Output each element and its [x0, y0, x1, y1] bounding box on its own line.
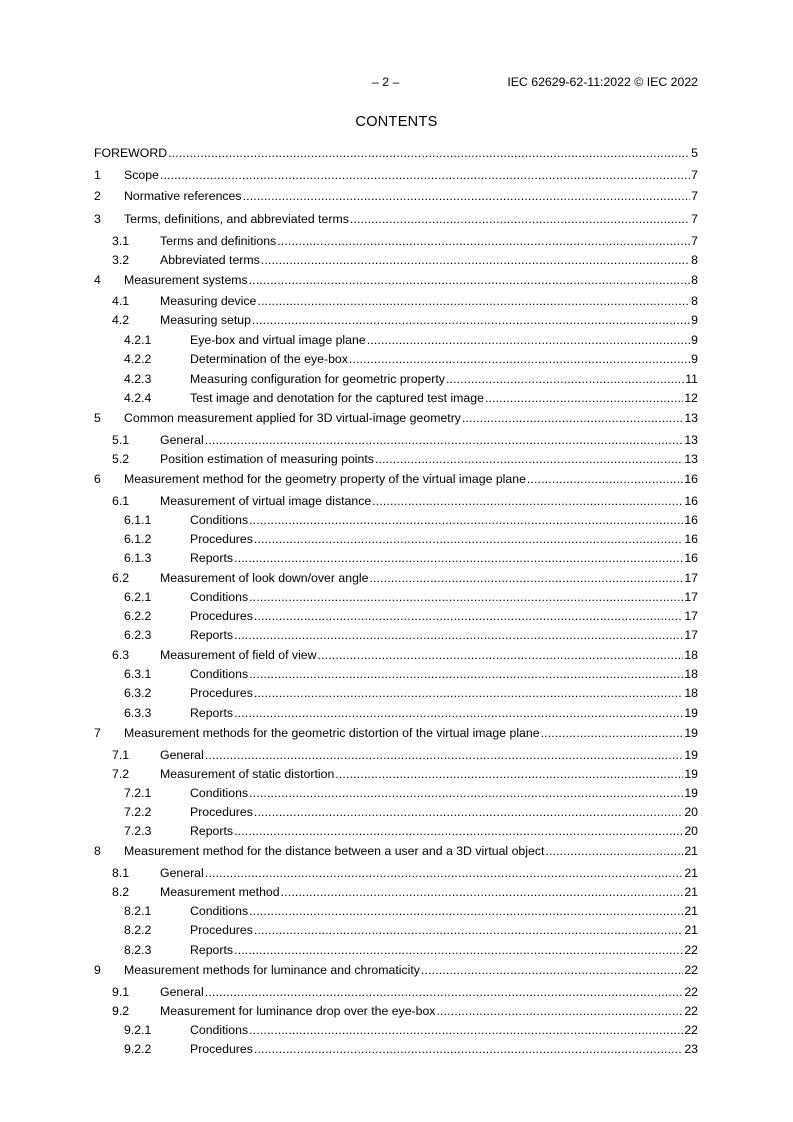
toc-entry-title[interactable]: Conditions — [190, 667, 249, 681]
toc-entry-number: 8.2.1 — [124, 904, 152, 918]
dot-leader — [375, 451, 683, 467]
toc-entry-number: 8.2.3 — [124, 943, 152, 957]
toc-entry-number: 3.1 — [112, 234, 130, 248]
dot-leader — [349, 351, 690, 367]
toc-entry-title[interactable]: Reports — [190, 628, 234, 642]
toc-entry-number: 9.1 — [112, 985, 130, 999]
toc-entry-number: 5.1 — [112, 433, 130, 447]
toc-entry-title[interactable]: Conditions — [190, 513, 249, 527]
toc-entry-page[interactable]: 9 — [691, 352, 698, 366]
dot-leader — [249, 903, 683, 919]
toc-entry[interactable] — [124, 332, 698, 348]
toc-entry-page[interactable]: 17 — [684, 628, 698, 642]
toc-entry-number: 1 — [94, 168, 101, 182]
toc-entry[interactable] — [124, 922, 698, 938]
document-reference: IEC 62629-62-11:2022 © IEC 2022 — [507, 75, 698, 89]
toc-entry-page[interactable]: 21 — [684, 844, 698, 858]
toc-entry-title[interactable]: Conditions — [190, 904, 249, 918]
dot-leader — [350, 211, 690, 227]
dot-leader — [249, 785, 683, 801]
dot-leader — [205, 432, 684, 448]
toc-entry[interactable] — [112, 647, 698, 663]
toc-entry-number: 4.2.3 — [124, 372, 152, 386]
toc-entry-page[interactable]: 16 — [684, 532, 698, 546]
dot-leader — [249, 1022, 683, 1038]
toc-entry[interactable] — [124, 531, 698, 547]
toc-entry-number: 4.2.1 — [124, 333, 152, 347]
toc-entry-title[interactable]: Measurement of look down/over angle — [160, 571, 369, 585]
toc-entry[interactable] — [94, 188, 698, 204]
dot-leader — [205, 984, 684, 1000]
toc-entry[interactable] — [112, 312, 698, 328]
dot-leader — [335, 766, 683, 782]
toc-entry-number: 8 — [94, 844, 101, 858]
toc-entry-number: 4.2.2 — [124, 352, 152, 366]
dot-leader — [541, 725, 684, 741]
toc-entry-page[interactable]: 19 — [684, 767, 698, 781]
toc-entry-number: 7.2 — [112, 767, 130, 781]
toc-entry-page[interactable]: 23 — [684, 1042, 698, 1056]
toc-entry-title[interactable]: Conditions — [190, 786, 249, 800]
dot-leader — [205, 747, 684, 763]
toc-entry[interactable] — [124, 942, 698, 958]
toc-entry-title[interactable]: Test image and denotation for the captured test image — [190, 391, 484, 405]
toc-entry-page[interactable]: 22 — [684, 1004, 698, 1018]
toc-entry-number: 6.2.3 — [124, 628, 152, 642]
toc-entry-number: 6.2 — [112, 571, 130, 585]
toc-entry-title[interactable]: Reports — [190, 943, 234, 957]
toc-entry-page[interactable]: 22 — [684, 985, 698, 999]
toc-entry-page[interactable]: 7 — [691, 212, 698, 226]
toc-entry-title[interactable]: Terms, definitions, and abbreviated terms — [124, 212, 349, 226]
toc-entry[interactable] — [124, 685, 698, 701]
dot-leader — [249, 589, 683, 605]
toc-entry[interactable] — [124, 550, 698, 566]
toc-entry-page[interactable]: 20 — [684, 805, 698, 819]
toc-entry-page[interactable]: 21 — [684, 885, 698, 899]
toc-entry-page[interactable]: 12 — [684, 391, 698, 405]
toc-entry-title[interactable]: Measurement of virtual image distance — [160, 494, 372, 508]
dot-leader — [545, 843, 683, 859]
toc-entry-number: 6.1 — [112, 494, 130, 508]
toc-entry[interactable] — [112, 252, 698, 268]
toc-entry-number: 6.2.2 — [124, 609, 152, 623]
dot-leader — [369, 570, 683, 586]
toc-entry-number: 5 — [94, 411, 101, 425]
toc-entry-page[interactable]: 21 — [684, 923, 698, 937]
toc-entry-title[interactable]: Procedures — [190, 686, 253, 700]
toc-entry-page[interactable]: 11 — [685, 372, 698, 386]
toc-entry-page[interactable]: 17 — [684, 609, 698, 623]
dot-leader — [281, 884, 684, 900]
toc-entry-number: 6 — [94, 472, 101, 486]
toc-entry[interactable] — [124, 1041, 698, 1057]
toc-entry-number: 6.1.1 — [124, 513, 152, 527]
toc-entry-title[interactable]: Measuring device — [160, 294, 257, 308]
toc-entry-page[interactable]: 8 — [691, 273, 698, 287]
toc-entry-page[interactable]: 19 — [684, 726, 698, 740]
toc-entry-number: 7 — [94, 726, 101, 740]
dot-leader — [249, 512, 683, 528]
toc-entry[interactable] — [112, 451, 698, 467]
toc-entry-title[interactable]: General — [160, 866, 204, 880]
toc-entry-page[interactable]: 17 — [684, 590, 698, 604]
toc-entry-number: 6.1.3 — [124, 551, 152, 565]
page-title: CONTENTS — [355, 114, 438, 130]
toc-entry[interactable] — [124, 823, 698, 839]
dot-leader — [372, 493, 683, 509]
dot-leader — [234, 705, 683, 721]
toc-entry-page[interactable]: 7 — [691, 168, 698, 182]
dot-leader — [446, 371, 684, 387]
dot-leader — [436, 1003, 683, 1019]
toc-entry-title[interactable]: Measurement of static distortion — [160, 767, 335, 781]
toc-entry-title[interactable]: Measurement methods for the geometric distortion of the virtual image plane — [124, 726, 540, 740]
dot-leader — [205, 865, 684, 881]
toc-entry[interactable] — [124, 627, 698, 643]
toc-entry[interactable] — [94, 211, 698, 227]
dot-leader — [254, 922, 683, 938]
toc-entry[interactable] — [124, 804, 698, 820]
toc-entry-title[interactable]: Procedures — [190, 532, 253, 546]
toc-entry[interactable] — [124, 371, 698, 387]
toc-entry-title[interactable]: General — [160, 748, 204, 762]
toc-entry[interactable] — [112, 432, 698, 448]
dot-leader — [318, 647, 684, 663]
toc-entry-page[interactable]: 20 — [684, 824, 698, 838]
toc-entry[interactable] — [94, 471, 698, 487]
toc-entry-title[interactable]: FOREWORD — [94, 146, 168, 160]
toc-entry-title[interactable]: Reports — [190, 706, 234, 720]
toc-entry[interactable] — [112, 766, 698, 782]
toc-entry-title[interactable]: Abbreviated terms — [160, 253, 260, 267]
toc-entry[interactable] — [94, 272, 698, 288]
toc-entry-page[interactable]: 19 — [684, 786, 698, 800]
toc-entry-page[interactable]: 7 — [691, 234, 698, 248]
toc-entry[interactable] — [112, 493, 698, 509]
toc-entry[interactable] — [124, 589, 698, 605]
toc-entry-page[interactable]: 19 — [684, 748, 698, 762]
dot-leader — [257, 293, 690, 309]
page-header — [94, 75, 698, 91]
toc-entry[interactable] — [124, 351, 698, 367]
toc-entry-title[interactable]: Position estimation of measuring points — [160, 452, 374, 466]
toc-entry-page[interactable]: 5 — [691, 146, 698, 160]
toc-entry-number: 6.3.1 — [124, 667, 152, 681]
toc-entry[interactable] — [112, 1003, 698, 1019]
dot-leader — [234, 942, 683, 958]
dot-leader — [234, 550, 683, 566]
dot-leader — [234, 823, 683, 839]
toc-entry-page[interactable]: 16 — [684, 472, 698, 486]
toc-entry-page[interactable]: 18 — [684, 648, 698, 662]
toc-entry-title[interactable]: Procedures — [190, 1042, 253, 1056]
toc-entry-number: 8.1 — [112, 866, 130, 880]
toc-entry[interactable] — [94, 725, 698, 741]
dot-leader — [252, 312, 690, 328]
toc-entry-page[interactable]: 21 — [684, 904, 698, 918]
toc-entry[interactable] — [112, 570, 698, 586]
toc-entry-page[interactable]: 13 — [684, 433, 698, 447]
dot-leader — [168, 145, 690, 161]
toc-entry-number: 6.1.2 — [124, 532, 152, 546]
toc-entry-number: 9.2 — [112, 1004, 130, 1018]
toc-entry-page[interactable]: 18 — [684, 667, 698, 681]
toc-entry-title[interactable]: Procedures — [190, 923, 253, 937]
toc-entry[interactable] — [112, 984, 698, 1000]
toc-entry-title[interactable]: Reports — [190, 551, 234, 565]
dot-leader — [160, 167, 690, 183]
toc-entry-title[interactable]: Measurement of field of view — [160, 648, 317, 662]
toc-entry[interactable] — [94, 962, 698, 978]
toc-entry-title[interactable]: Common measurement applied for 3D virtual-image geometry — [124, 411, 461, 425]
toc-entry-number: 9 — [94, 963, 101, 977]
toc-entry-title[interactable]: Measurement methods for luminance and chromaticity — [124, 963, 420, 977]
toc-entry[interactable] — [112, 293, 698, 309]
dot-leader — [261, 252, 690, 268]
dot-leader — [249, 666, 683, 682]
toc-entry-page[interactable]: 21 — [684, 866, 698, 880]
toc-entry-title[interactable]: Procedures — [190, 609, 253, 623]
page-number: – 2 – — [372, 75, 400, 89]
toc-entry-title[interactable]: Procedures — [190, 805, 253, 819]
toc-entry-page[interactable]: 7 — [691, 189, 698, 203]
toc-entry-title[interactable]: Measuring configuration for geometric property — [190, 372, 445, 386]
toc-entry-number: 7.2.1 — [124, 786, 152, 800]
toc-entry-title[interactable]: Measurement method for the geometry property of the virtual image plane — [124, 472, 526, 486]
toc-entry-number: 4 — [94, 273, 101, 287]
dot-leader — [254, 685, 683, 701]
toc-entry-title[interactable]: Normative references — [124, 189, 242, 203]
toc-entry-number: 8.2.2 — [124, 923, 152, 937]
toc-entry[interactable] — [124, 705, 698, 721]
toc-entry[interactable] — [124, 903, 698, 919]
dot-leader — [243, 188, 691, 204]
toc-entry-title[interactable]: Measurement method — [160, 885, 280, 899]
dot-leader — [367, 332, 690, 348]
toc-entry-page[interactable]: 16 — [684, 513, 698, 527]
toc-entry-page[interactable]: 19 — [684, 706, 698, 720]
toc-entry-title[interactable]: Terms and definitions — [160, 234, 277, 248]
toc-entry-title[interactable]: General — [160, 433, 204, 447]
dot-leader — [421, 962, 683, 978]
toc-entry[interactable] — [112, 865, 698, 881]
toc-entry-number: 2 — [94, 189, 101, 203]
toc-entry[interactable] — [124, 1022, 698, 1038]
dot-leader — [234, 627, 683, 643]
dot-leader — [254, 804, 683, 820]
toc-entry-number: 3 — [94, 212, 101, 226]
toc-entry-number: 4.2 — [112, 313, 130, 327]
toc-entry-number: 5.2 — [112, 452, 130, 466]
dot-leader — [277, 233, 690, 249]
toc-entry-title[interactable]: Scope — [124, 168, 159, 182]
toc-entry-title[interactable]: Conditions — [190, 590, 249, 604]
toc-entry-number: 4.2.4 — [124, 391, 152, 405]
dot-leader — [485, 390, 683, 406]
dot-leader — [249, 272, 690, 288]
toc-entry-page[interactable]: 16 — [684, 551, 698, 565]
toc-entry-title[interactable]: Measurement method for the distance between a user and a 3D virtual object — [124, 844, 545, 858]
toc-entry-number: 6.3.2 — [124, 686, 152, 700]
toc-entry-number: 7.1 — [112, 748, 130, 762]
toc-entry-page[interactable]: 8 — [691, 253, 698, 267]
toc-entry-page[interactable]: 17 — [684, 571, 698, 585]
toc-entry-number: 6.3 — [112, 648, 130, 662]
toc-entry-page[interactable]: 22 — [684, 1023, 698, 1037]
toc-entry-number: 3.2 — [112, 253, 130, 267]
toc-entry-title[interactable]: Measurement for luminance drop over the eye-box — [160, 1004, 436, 1018]
toc-entry[interactable] — [94, 410, 698, 426]
toc-entry-title[interactable]: Reports — [190, 824, 234, 838]
toc-entry-number: 6.3.3 — [124, 706, 152, 720]
toc-entry[interactable] — [124, 785, 698, 801]
toc-entry-title[interactable]: Eye-box and virtual image plane — [190, 333, 366, 347]
toc-entry-title[interactable]: Measurement systems — [124, 273, 248, 287]
toc-entry-page[interactable]: 9 — [691, 313, 698, 327]
toc-entry-number: 9.2.1 — [124, 1023, 152, 1037]
toc-entry-page[interactable]: 9 — [691, 333, 698, 347]
toc-entry-page[interactable]: 13 — [684, 411, 698, 425]
toc-entry-number: 7.2.2 — [124, 805, 152, 819]
toc-entry[interactable] — [124, 666, 698, 682]
dot-leader — [254, 1041, 683, 1057]
toc-entry[interactable] — [94, 843, 698, 859]
toc-entry-page[interactable]: 8 — [691, 294, 698, 308]
toc-entry-number: 6.2.1 — [124, 590, 152, 604]
toc-entry-title[interactable]: Measuring setup — [160, 313, 251, 327]
toc-entry-title[interactable]: Conditions — [190, 1023, 249, 1037]
toc-entry[interactable] — [112, 884, 698, 900]
toc-entry[interactable] — [94, 167, 698, 183]
toc-entry[interactable] — [124, 390, 698, 406]
toc-entry-number: 4.1 — [112, 294, 130, 308]
toc-entry[interactable] — [124, 512, 698, 528]
toc-entry-page[interactable]: 22 — [684, 943, 698, 957]
toc-entry[interactable] — [112, 233, 698, 249]
toc-entry[interactable] — [94, 145, 698, 161]
dot-leader — [254, 531, 683, 547]
toc-entry-page[interactable]: 18 — [684, 686, 698, 700]
toc-entry-number: 8.2 — [112, 885, 130, 899]
dot-leader — [254, 608, 683, 624]
toc-entry-number: 7.2.3 — [124, 824, 152, 838]
toc-entry-page[interactable]: 16 — [684, 494, 698, 508]
toc-entry-page[interactable]: 13 — [684, 452, 698, 466]
dot-leader — [462, 410, 683, 426]
toc-entry-title[interactable]: General — [160, 985, 204, 999]
toc-entry-number: 9.2.2 — [124, 1042, 152, 1056]
toc-entry[interactable] — [124, 608, 698, 624]
toc-entry-page[interactable]: 22 — [684, 963, 698, 977]
toc-entry[interactable] — [112, 747, 698, 763]
toc-entry-title[interactable]: Determination of the eye-box — [190, 352, 348, 366]
dot-leader — [527, 471, 683, 487]
